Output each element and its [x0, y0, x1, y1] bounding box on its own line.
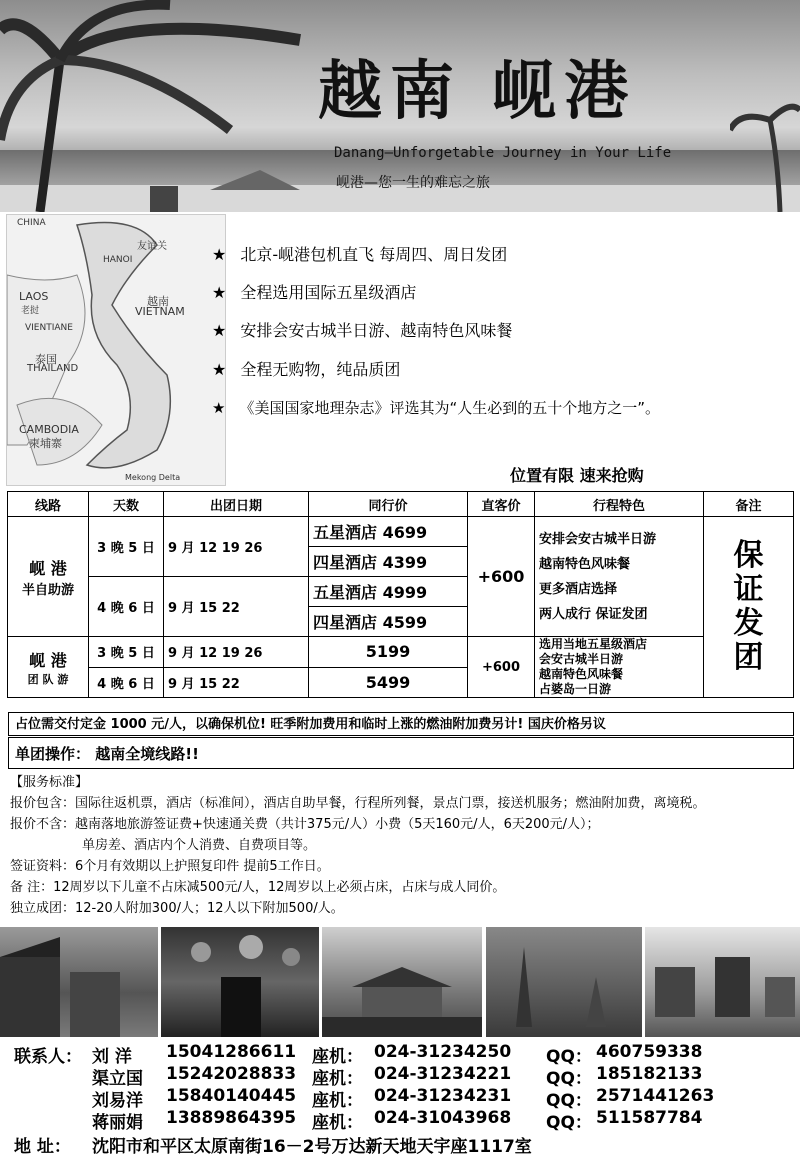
- table-row: [8, 637, 794, 668]
- days-cell: 3 晚 5 日: [89, 517, 164, 577]
- services-heading: 【服务标准】: [10, 775, 89, 790]
- remark-row: 备 注：12周岁以下儿童不占床减500元/人，12周岁以上必须占床，占床与成人同价。: [10, 880, 506, 895]
- contacts-label: 联系人：: [14, 1047, 82, 1067]
- contact-mobile: 13889864395: [166, 1108, 297, 1128]
- map-label-vietnam: VIETNAM: [135, 305, 185, 318]
- photo-palace: [322, 927, 482, 1037]
- header-direct-price: 直客价: [468, 492, 535, 517]
- contact-qq-label: QQ：: [546, 1069, 592, 1089]
- header-days: 天数: [89, 492, 164, 517]
- header-dates: 出团日期: [164, 492, 309, 517]
- map-label-vientiane: VIENTIANE: [25, 323, 73, 333]
- price-cell: 5499: [309, 667, 468, 698]
- star-icon: ★: [212, 399, 226, 417]
- single-group-note: 单团操作： 越南全境线路!!: [8, 737, 794, 769]
- contact-qq-label: QQ：: [546, 1047, 592, 1067]
- dates-cell: 9 月 12 19 26: [164, 637, 309, 668]
- star-icon: ★: [212, 360, 227, 379]
- palm-tree-icon: [0, 0, 320, 212]
- contact-mobile: 15242028833: [166, 1064, 297, 1084]
- table-row: [8, 517, 794, 547]
- price-cell: 五星酒店 4999: [309, 577, 468, 607]
- photo-street: [0, 927, 158, 1037]
- days-cell: 4 晚 6 日: [89, 667, 164, 698]
- vietnam-map: [6, 214, 226, 486]
- map-label-hanoi: HANOI: [103, 255, 133, 265]
- direct-price-cell: +600: [468, 637, 535, 698]
- included-row: 报价包含：国际往返机票，酒店（标准间），酒店自助早餐，行程所列餐，景点门票，接送机服务；燃油附加费，离境税。: [10, 796, 706, 811]
- header-remark: 备注: [704, 492, 794, 517]
- excluded-row-2: 单房差、酒店内个人消费、自费项目等。: [82, 838, 317, 853]
- address-label: 地 址：: [14, 1137, 71, 1157]
- price-cell: 四星酒店 4599: [309, 607, 468, 637]
- map-label-youyiguan: 友谊关: [137, 241, 167, 252]
- service-standards: [10, 772, 790, 919]
- deposit-note: 占位需交付定金 1000 元/人，以确保机位! 旺季附加费用和临时上涨的燃油附加费另计! 国庆价格另议: [8, 712, 794, 736]
- photo-lanterns: [161, 927, 319, 1037]
- star-icon: ★: [212, 283, 227, 302]
- contact-name: 蒋丽娟: [92, 1113, 143, 1133]
- contact-qq: 2571441263: [596, 1086, 715, 1106]
- table-header-row: [8, 492, 794, 517]
- feature-item: ★ 安排会安古城半日游、越南特色风味餐: [212, 321, 513, 340]
- contact-name: 渠立国: [92, 1069, 143, 1089]
- contact-phone: 024-31043968: [374, 1108, 512, 1128]
- excluded-row: 报价不含：越南落地旅游签证费+快速通关费（共计375元/人）小费（5天160元/人，6天200元/人）；: [10, 817, 600, 832]
- price-cell: 四星酒店 4399: [309, 547, 468, 577]
- contact-qq-label: QQ：: [546, 1113, 592, 1133]
- map-label-thailand: THAILAND: [27, 363, 79, 374]
- dates-cell: 9 月 12 19 26: [164, 517, 309, 577]
- banner-title: 越南 岘港: [318, 54, 637, 129]
- map-label-thailand-cn: 泰国: [35, 353, 57, 366]
- palm-tree-icon: [730, 80, 800, 212]
- map-label-vietnam-cn: 越南: [147, 295, 169, 308]
- remark-text: 保证发团: [733, 538, 764, 675]
- price-table: [7, 491, 794, 698]
- banner-subtitle-en: Danang—Unforgetable Journey in Your Life: [334, 145, 672, 161]
- contact-qq: 511587784: [596, 1108, 703, 1128]
- map-label-cambodia-cn: 柬埔寨: [29, 437, 62, 450]
- map-label-china: CHINA: [17, 218, 46, 228]
- features-cell: 选用当地五星级酒店 会安古城半日游 越南特色风味餐 占婆岛一日游: [535, 637, 704, 698]
- contact-qq: 185182133: [596, 1064, 703, 1084]
- route-cell: 岘 港 半自助游: [8, 517, 89, 637]
- contact-seat-label: 座机：: [312, 1091, 363, 1111]
- feature-item: ★ 全程无购物，纯品质团: [212, 360, 401, 379]
- header-trade-price: 同行价: [309, 492, 468, 517]
- map-label-cambodia: CAMBODIA: [19, 423, 79, 436]
- contact-qq: 460759338: [596, 1042, 703, 1062]
- contact-seat-label: 座机：: [312, 1069, 363, 1089]
- features-cell: 安排会安古城半日游 越南特色风味餐 更多酒店选择 两人成行 保证发团: [535, 517, 704, 637]
- price-cell: 五星酒店 4699: [309, 517, 468, 547]
- contact-phone: 024-31234221: [374, 1064, 512, 1084]
- visa-row: 签证资料：6个月有效期以上护照复印件 提前5工作日。: [10, 859, 330, 874]
- contact-seat-label: 座机：: [312, 1047, 363, 1067]
- map-label-mekong: Mekong Delta: [125, 473, 181, 482]
- contact-phone: 024-31234250: [374, 1042, 512, 1062]
- banner-subtitle-cn: 岘港—您一生的难忘之旅: [336, 175, 490, 191]
- route-cell: 岘 港 团 队 游: [8, 637, 89, 698]
- contact-qq-label: QQ：: [546, 1091, 592, 1111]
- feature-item: ★ 全程选用国际五星级酒店: [212, 283, 417, 302]
- star-icon: ★: [212, 321, 227, 340]
- photo-my-son-ruins: [645, 927, 800, 1037]
- slogan: 位置有限 速来抢购: [510, 466, 644, 485]
- contact-name: 刘易洋: [92, 1091, 143, 1111]
- contact-mobile: 15840140445: [166, 1086, 297, 1106]
- contact-phone: 024-31234231: [374, 1086, 512, 1106]
- star-icon: ★: [212, 245, 227, 264]
- group-row: 独立成团：12-20人附加300/人；12人以下附加500/人。: [10, 901, 344, 916]
- contact-name: 刘 洋: [92, 1047, 132, 1067]
- days-cell: 4 晚 6 日: [89, 577, 164, 637]
- days-cell: 3 晚 5 日: [89, 637, 164, 668]
- address: 沈阳市和平区太原南街16－2号万达新天地天宇座1117室: [92, 1137, 532, 1157]
- map-label-laos: LAOS: [19, 290, 49, 303]
- banner: [0, 0, 800, 212]
- dates-cell: 9 月 15 22: [164, 577, 309, 637]
- direct-price-cell: +600: [468, 517, 535, 637]
- header-route: 线路: [8, 492, 89, 517]
- feature-item: ★ 《美国国家地理杂志》评选其为“人生必到的五十个地方之一”。: [212, 399, 660, 417]
- contact-mobile: 15041286611: [166, 1042, 297, 1062]
- map-label-laos-cn: 老挝: [21, 306, 40, 316]
- dates-cell: 9 月 15 22: [164, 667, 309, 698]
- price-cell: 5199: [309, 637, 468, 668]
- feature-item: ★ 北京-岘港包机直飞 每周四、周日发团: [212, 245, 508, 264]
- photo-cham-tower: [486, 927, 642, 1037]
- remark-cell: [704, 517, 794, 698]
- contact-seat-label: 座机：: [312, 1113, 363, 1133]
- header-features: 行程特色: [535, 492, 704, 517]
